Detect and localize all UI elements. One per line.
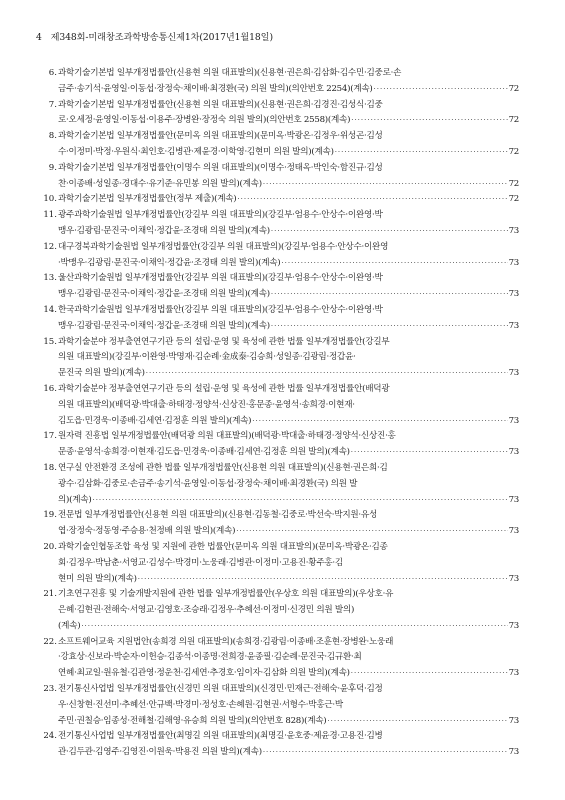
toc-entry-number: 12. (43, 241, 57, 252)
toc-entry-line: 전기통신사업법 일부개정법률안(최명길 의원 대표발의)(최명길·윤호중·제윤경·고용진·김병 (58, 731, 383, 742)
toc-entry-text: 찬·이종배·성일종·경대수·유기준·유민봉 의원 발의)(계속) (58, 178, 262, 189)
leader-dots (237, 192, 507, 208)
toc-page-number: 72 (508, 194, 519, 205)
toc-entry-number: 18. (43, 462, 57, 473)
toc-page-number: 73 (508, 668, 519, 679)
toc-entry-text: 수·이정미·박정·우원식·최인호·김병관·제윤경·이학영·김현미 의원 발의)(계속) (58, 146, 334, 157)
toc-entry (43, 682, 519, 729)
toc-page-number: 73 (508, 289, 519, 300)
toc-entry (43, 729, 519, 761)
toc-entry-line (58, 287, 519, 303)
toc-entry-line (58, 366, 519, 382)
toc-entry-line: 과학기술인협동조합 육성 및 지원에 관한 법률안(문미옥 의원 대표발의)(문미옥·박광온·김종 (58, 541, 388, 552)
toc-entry-text: 관·김두관·김영주·김영진·이원욱·박용진 의원 발의)(계속) (58, 747, 262, 758)
toc-entry-line: 의원 대표발의)(배덕광·박대출·하태경·정양석·신상진·홍문종·윤영석·송희경·이현재· (58, 399, 355, 410)
toc-entry-line: 전문법 일부개정법률안(신용현 의원 대표발의)(신용현·김동철·김중로·박선숙·박지원·유성 (58, 510, 378, 521)
toc-entry-number: 11. (43, 210, 57, 221)
toc-page-number: 73 (508, 573, 519, 584)
leader-dots (263, 177, 508, 193)
toc-entry-number: 9. (48, 162, 57, 173)
toc-entry-text: 주민·권칠승·임종성·전해철·김해영·유승희 의원 발의)(의안번호 828)(계속) (58, 715, 327, 726)
toc-entry-line: 광주과학기술원법 일부개정법률안(강길부 의원 대표발의)(강길부·엄용수·안상수·이완영·박 (58, 210, 383, 221)
toc-entry (48, 161, 519, 193)
toc-page-number: 73 (508, 257, 519, 268)
toc-entry-line: 한국과학기술원법 일부개정법률안(강길부 의원 대표발의)(강길부·엄용수·안상수·이완영·박 (58, 304, 383, 315)
leader-dots (271, 224, 508, 240)
toc-page-number: 73 (508, 620, 519, 631)
page-header (36, 29, 535, 43)
leader-dots (351, 445, 508, 461)
toc-entry-number: 23. (43, 684, 57, 695)
toc-page-number: 73 (508, 225, 519, 236)
toc-entry (43, 335, 519, 382)
toc-entry-line: 과학기술분야 정부출연연구기관 등의 설립·운영 및 육성에 관한 법률 일부개정법률안(강길부 (58, 336, 390, 347)
toc-entry-line: 소프트웨어교육 지원법안(송희경 의원 대표발의)(송희경·김광림·이종배·조훈현·장병완·노웅래 (58, 636, 394, 647)
toc-entry-number: 14. (43, 304, 57, 315)
toc-entry-line: 과학기술기본법 일부개정법률안(신용현 의원 대표발의)(신용현·권은희·김삼화·김수민·김중로·손 (58, 68, 402, 78)
page-header-title: 제348회-미래창조과학방송통신제1차(2017년1월18일) (50, 32, 273, 43)
toc-entry-text: ·박맹우·김광림·문진국·이채익·정갑윤·조경태 의원 발의)(계속) (58, 257, 281, 268)
toc-entry-number: 15. (43, 336, 57, 347)
toc-entry-text: 맹우·김광림·문진국·이채익·정갑윤·조경태 의원 발의)(계속) (58, 289, 270, 300)
toc-page-number: 73 (508, 747, 519, 758)
toc-entry (43, 192, 519, 208)
toc-entry-number: 6. (48, 68, 57, 78)
toc-entry (43, 508, 519, 540)
toc-entry-number: 8. (48, 131, 57, 142)
toc-entry-line: 은혜·김현권·전해숙·서영교·김영호·조승래·김정우·추혜선·이정미·신경민 의원 발의) (58, 605, 355, 616)
toc-entry-line: 연구실 안전환경 조성에 관한 법률 일부개정법률안(신용현 의원 대표발의)(신용현·권은희·김 (58, 462, 388, 473)
toc-entry (43, 303, 519, 335)
toc-page-number: 73 (508, 494, 519, 505)
leader-dots (374, 82, 508, 98)
toc-page-number: 72 (508, 146, 519, 157)
toc-entry-line: 울산과학기술원법 일부개정법률안(강길부 의원 대표발의)(강길부·엄용수·안상수·이완영·박 (58, 273, 383, 284)
toc-entry-line (58, 82, 519, 98)
toc-entry-line (58, 414, 519, 430)
toc-entry-line: 과학기술기본법 일부개정법률안(이명수 의원 대표발의)(이명수·정태옥·박인숙·함진규·김성 (58, 162, 383, 173)
toc-entry-number: 22. (43, 636, 57, 647)
toc-page-number: 73 (508, 415, 519, 426)
toc-entry-line: 광수·김삼화·김중로·손금주·송기석·윤영일·이동섭·장정숙·채이배·최경환(국) 의원 발 (58, 478, 358, 489)
leader-dots (263, 745, 508, 761)
toc-entry-text: 로·오세정·윤영일·이동섭·이용주·장병완·장정숙 의원 발의)(의안번호 2558)(계속) (58, 115, 351, 126)
toc-entry-line (58, 572, 519, 588)
toc-entry-text: 문종·윤영석·송희경·이현재·김도읍·민경욱·이종배·김세연·김정훈 의원 발의)(계속) (58, 447, 350, 458)
leader-dots (138, 572, 508, 588)
toc-entry (48, 66, 519, 98)
table-of-contents (43, 66, 519, 761)
toc-entry-number: 10. (43, 194, 57, 205)
toc-entry-line: 대구경북과학기술원법 일부개정법률안(강길부 의원 대표발의)(강길부·엄용수·안상수·이완영 (58, 241, 389, 252)
toc-entry (48, 129, 519, 161)
toc-entry-number: 16. (43, 383, 57, 394)
toc-entry-line: 우·신창현·진선미·추혜선·안규백·박경미·정성호·손혜원·김현권·서형수·박홍근·박 (58, 699, 343, 710)
toc-page-number: 73 (508, 320, 519, 331)
toc-entry-line (58, 524, 519, 540)
leader-dots (236, 524, 507, 540)
toc-entry-line (58, 319, 519, 335)
toc-page-number: 72 (508, 115, 519, 126)
toc-entry-text: 김도읍·민경욱·이종배·김세연·김정훈 의원 발의)(계속) (58, 415, 252, 426)
toc-entry-text: 맹우·김광림·문진국·이채익·정갑윤·조경태 의원 발의)(계속) (58, 320, 270, 331)
toc-entry-text: 엽·장정숙·정동영·주승용·천정배 의원 발의)(계속) (58, 526, 236, 537)
toc-page-number: 73 (508, 447, 519, 458)
leader-dots (271, 319, 508, 335)
leader-dots (327, 714, 507, 730)
toc-entry-text: 금주·송기석·윤영일·이동섭·장정숙·채이배·최경환(국) 의원 발의)(의안번호 2254)(계속) (58, 83, 373, 94)
toc-entry-text: 연혜·최교일·원유철·김관영·정운천·김세연·추경호·임이자·김삼화 의원 발의)(계속) (58, 668, 350, 679)
toc-entry-line (58, 224, 519, 240)
toc-entry-line: 회·김정우·박남춘·서영교·김성수·박경미·노웅래·김병관·이정미·고용진·황주홍·김 (58, 557, 343, 568)
toc-entry-line: 과학기술기본법 일부개정법률안(문미옥 의원 대표발의)(문미옥·박광온·김정우·위성곤·김성 (58, 131, 383, 142)
toc-entry-number: 7. (48, 99, 57, 110)
leader-dots (281, 256, 507, 272)
toc-entry-number: 19. (43, 510, 57, 521)
toc-entry-line (58, 445, 519, 461)
leader-dots (252, 414, 507, 430)
toc-entry (43, 208, 519, 240)
toc-entry-line: ·강효상·신보라·박순자·이헌승·김종석·이종명·전희경·윤종필·김순례·문진국·김규환·최 (58, 652, 362, 663)
leader-dots (271, 287, 508, 303)
leader-dots (351, 666, 508, 682)
toc-page-number: 72 (508, 83, 519, 94)
toc-entry (43, 429, 519, 461)
toc-entry-line: 의원 대표발의)(강길부·이완영·박명재·김순례·金成泰·김승희·성일종·김광림·정갑윤· (58, 352, 356, 363)
leader-dots (81, 619, 507, 635)
toc-entry (48, 98, 519, 130)
toc-entry-number: 21. (43, 589, 57, 600)
toc-entry-line: 과학기술기본법 일부개정법률안(신용현 의원 대표발의)(신용현·권은희·김경진·김성식·김중 (58, 99, 383, 110)
toc-entry-line (58, 113, 519, 129)
toc-entry-line: 원자력 진흥법 일부개정법률안(배덕광 의원 대표발의)(배덕광·박대출·하태경·정양석·신상진·홍 (58, 431, 396, 442)
toc-entry-text: 맹우·김광림·문진국·이채익·정갑윤·조경태 의원 발의)(계속) (58, 225, 270, 236)
toc-entry-text: 현미 의원 발의)(계속) (58, 573, 137, 584)
toc-entry-text: (계속) (58, 620, 81, 631)
leader-dots (351, 113, 507, 129)
toc-entry-line: 기초연구진흥 및 기술개발지원에 관한 법률 일부개정법률안(우상호 의원 대표발의)(우상호·유 (58, 589, 394, 600)
toc-entry (43, 635, 519, 682)
toc-entry-line: 전기통신사업법 일부개정법률안(신경민 의원 대표발의)(신경민·민재근·전해숙·윤후덕·김정 (58, 684, 383, 695)
leader-dots (92, 493, 507, 509)
toc-entry-line (58, 192, 519, 208)
toc-entry (43, 540, 519, 587)
toc-entry-line (58, 493, 519, 509)
toc-entry-line (58, 145, 519, 161)
toc-entry-number: 13. (43, 273, 57, 284)
toc-entry-line (58, 745, 519, 761)
toc-entry (43, 382, 519, 429)
toc-entry-text: 문진국 의원 발의)(계속) (58, 368, 145, 379)
toc-entry (43, 240, 519, 272)
toc-entry-line (58, 714, 519, 730)
leader-dots (146, 366, 508, 382)
toc-page-number: 73 (508, 368, 519, 379)
leader-dots (335, 145, 508, 161)
toc-entry-line: 과학기술분야 정부출연연구기관 등의 설립·운영 및 육성에 관한 법률 일부개정법률안(배덕광 (58, 383, 390, 394)
toc-entry-line (58, 666, 519, 682)
toc-entry-number: 24. (43, 731, 57, 742)
toc-entry-text: 과학기술기본법 일부개정법률안(정부 제출)(계속) (58, 194, 237, 205)
page-number: 4 (36, 32, 42, 43)
toc-entry-line (58, 177, 519, 193)
toc-entry (43, 271, 519, 303)
toc-entry-text: 의)(계속) (58, 494, 92, 505)
toc-entry-line (58, 256, 519, 272)
toc-page-number: 73 (508, 526, 519, 537)
toc-entry (43, 461, 519, 508)
toc-entry-number: 20. (43, 541, 57, 552)
toc-page-number: 73 (508, 715, 519, 726)
toc-entry-number: 17. (43, 431, 57, 442)
toc-page-number: 72 (508, 178, 519, 189)
toc-entry-line (58, 619, 519, 635)
toc-entry (43, 587, 519, 634)
